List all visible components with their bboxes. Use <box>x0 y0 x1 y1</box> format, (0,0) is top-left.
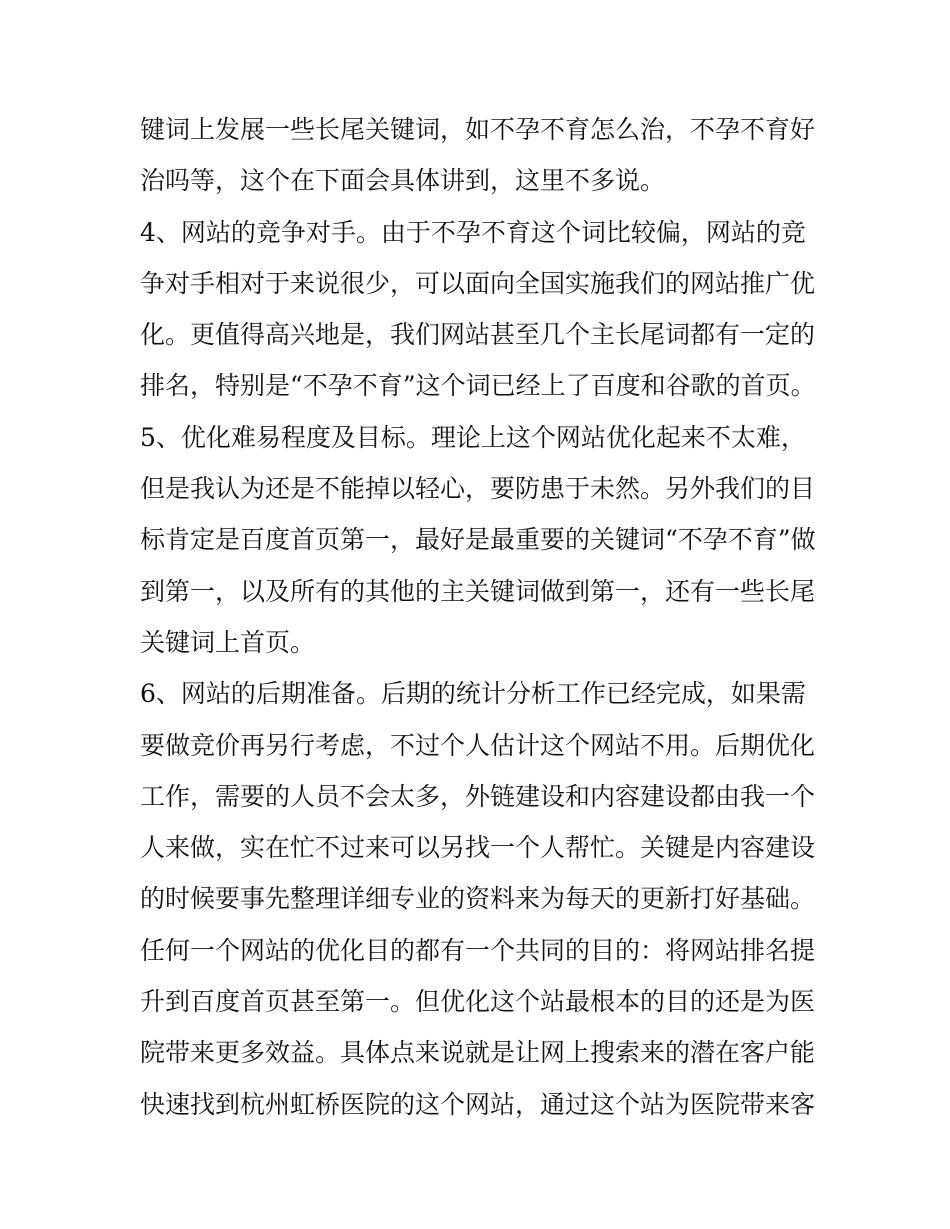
text-line: 争对手相对于来说很少，可以面向全国实施我们的网站推广优 <box>140 268 816 298</box>
text-line: 4、网站的竞争对手。由于不孕不育这个词比较偏，网站的竞 <box>140 217 806 247</box>
text-line: 6、网站的后期准备。后期的统计分析工作已经完成，如果需 <box>140 679 806 709</box>
text-line: 键词上发展一些长尾关键词，如不孕不育怎么治，不孕不育好 <box>140 115 816 144</box>
text-line: 化。更值得高兴地是，我们网站甚至几个主长尾词都有一定的 <box>140 320 816 350</box>
text-line: 快速找到杭州虹桥医院的这个网站，通过这个站为医院带来客 <box>140 1089 816 1119</box>
text-line: 人来做，实在忙不过来可以另找一个人帮忙。关键是内容建设 <box>140 833 816 863</box>
text-line: 的时候要事先整理详细专业的资料来为每天的更新打好基础。 <box>140 884 816 914</box>
text-line: 治吗等，这个在下面会具体讲到，这里不多说。 <box>140 166 666 196</box>
text-line: 但是我认为还是不能掉以轻心，要防患于未然。另外我们的目 <box>140 474 816 504</box>
text-line: 任何一个网站的优化目的都有一个共同的目的：将网站排名提 <box>140 935 816 965</box>
text-line: 院带来更多效益。具体点来说就是让网上搜索来的潜在客户能 <box>140 1038 816 1068</box>
text-line: 关键词上首页。 <box>140 627 316 657</box>
text-line: 标肯定是百度首页第一，最好是最重要的关键词“不孕不育”做 <box>140 525 816 555</box>
body-text <box>140 104 820 1130</box>
text-line: 要做竞价再另行考虑，不过个人估计这个网站不用。后期优化 <box>140 730 816 760</box>
text-line: 升到百度首页甚至第一。但优化这个站最根本的目的还是为医 <box>140 987 816 1017</box>
text-line: 到第一，以及所有的其他的主关键词做到第一，还有一些长尾 <box>140 576 816 606</box>
text-line: 工作，需要的人员不会太多，外链建设和内容建设都由我一个 <box>140 781 816 811</box>
text-line: 排名，特别是“不孕不育”这个词已经上了百度和谷歌的首页。 <box>140 371 816 401</box>
text-line: 5、优化难易程度及目标。理论上这个网站优化起来不太难， <box>140 422 806 452</box>
